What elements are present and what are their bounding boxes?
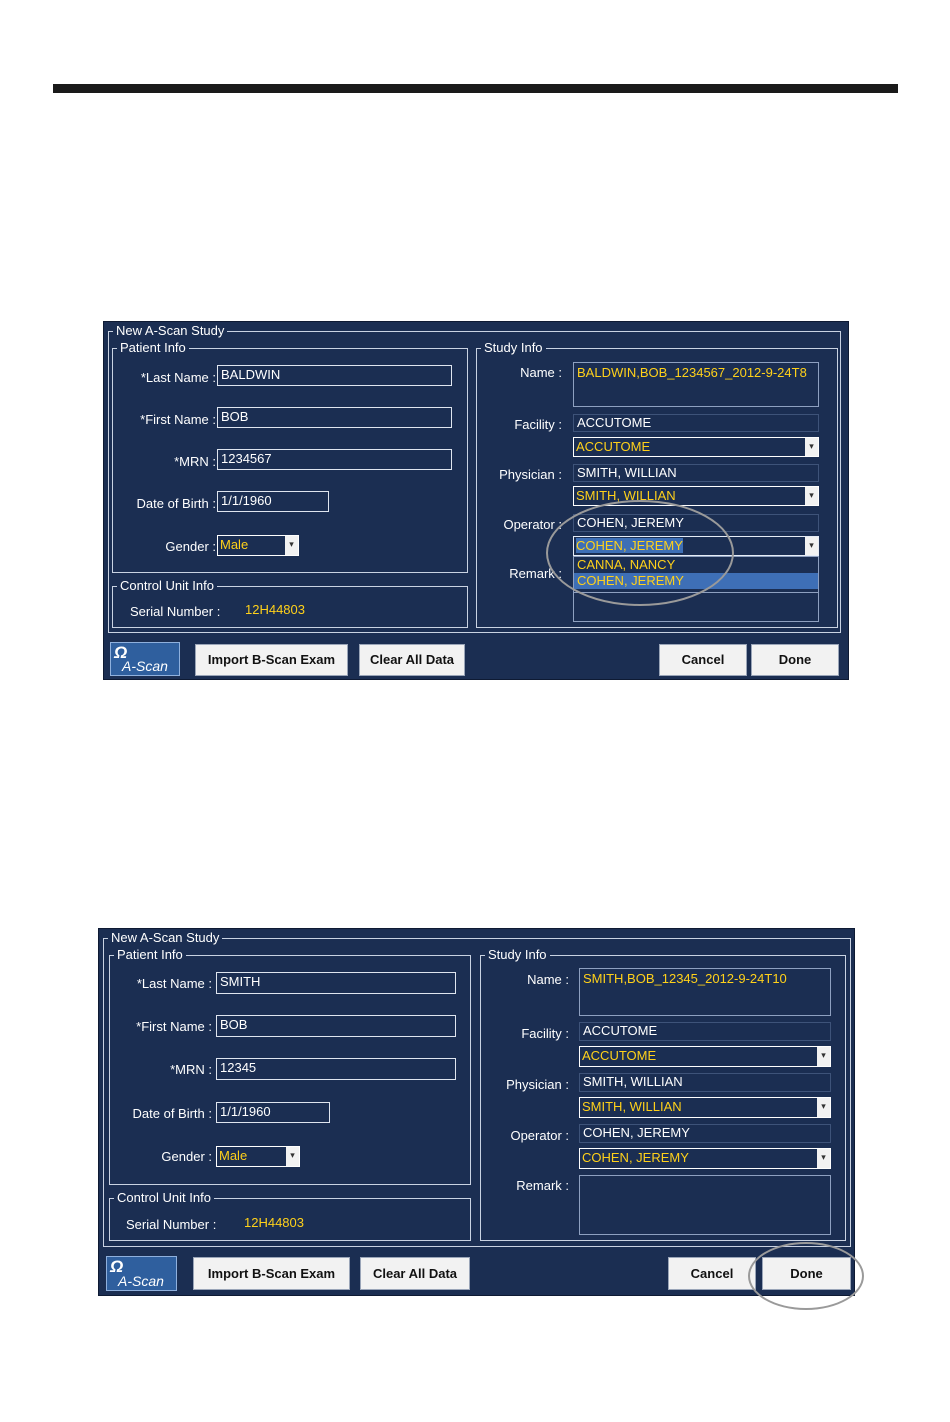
control-unit-title: Control Unit Info — [117, 578, 217, 594]
physician-label: Physician : — [499, 467, 562, 482]
operator-value: COHEN, JEREMY — [579, 1124, 831, 1143]
cancel-button[interactable]: Cancel — [668, 1257, 756, 1290]
first-name-label: *First Name : — [136, 1019, 212, 1034]
dob-label: Date of Birth : — [136, 496, 216, 511]
last-name-label: *Last Name : — [140, 370, 216, 385]
facility-select[interactable] — [579, 1046, 831, 1067]
study-info-title: Study Info — [485, 947, 550, 963]
window-title: New A-Scan Study — [108, 930, 222, 946]
facility-value: ACCUTOME — [579, 1022, 831, 1041]
done-button[interactable]: Done — [762, 1257, 851, 1290]
mrn-label: *MRN : — [170, 1062, 212, 1077]
annotation-circle-done — [748, 1242, 864, 1310]
a-scan-logo — [110, 642, 180, 676]
gender-select[interactable] — [216, 1146, 300, 1167]
serial-number-label: Serial Number : — [126, 1217, 217, 1232]
logo-icon: Ω — [110, 1257, 124, 1276]
mrn-field[interactable]: 12345 — [216, 1058, 456, 1080]
cancel-button[interactable]: Cancel — [659, 644, 747, 676]
last-name-label: *Last Name : — [136, 976, 212, 991]
mrn-label: *MRN : — [174, 454, 216, 469]
dob-field[interactable]: 1/1/1960 — [217, 491, 329, 512]
facility-label: Facility : — [521, 1026, 569, 1041]
operator-option-highlighted[interactable]: COHEN, JEREMY — [574, 573, 818, 589]
gender-value: Male — [220, 537, 249, 552]
screenshot-operator-dropdown — [103, 321, 849, 680]
remark-field[interactable] — [579, 1175, 831, 1235]
chevron-down-icon[interactable]: ▾ — [817, 1149, 830, 1168]
serial-number-value: 12H44803 — [245, 602, 305, 617]
control-unit-group — [109, 1190, 471, 1241]
physician-select-value: SMITH, WILLIAN — [582, 1099, 682, 1114]
chevron-down-icon[interactable]: ▾ — [817, 1098, 830, 1117]
chevron-down-icon[interactable]: ▾ — [286, 1147, 299, 1166]
chevron-down-icon[interactable]: ▾ — [817, 1047, 830, 1066]
chevron-down-icon[interactable]: ▾ — [805, 487, 818, 505]
remark-label: Remark : — [516, 1178, 569, 1193]
gender-label: Gender : — [165, 539, 216, 554]
physician-select-value: SMITH, WILLIAN — [576, 488, 676, 503]
gender-label: Gender : — [161, 1149, 212, 1164]
serial-number-value: 12H44803 — [244, 1215, 304, 1230]
physician-value: SMITH, WILLIAN — [579, 1073, 831, 1092]
physician-value: SMITH, WILLIAN — [573, 464, 819, 482]
gender-value: Male — [219, 1148, 248, 1163]
study-info-group — [480, 947, 846, 1241]
first-name-label: *First Name : — [140, 412, 216, 427]
last-name-field[interactable]: SMITH — [216, 972, 456, 994]
first-name-field[interactable]: BOB — [216, 1015, 456, 1037]
logo-text: A-Scan — [118, 1273, 164, 1289]
last-name-field[interactable]: BALDWIN — [217, 365, 452, 386]
chevron-down-icon[interactable]: ▾ — [805, 438, 818, 456]
logo-text: A-Scan — [122, 658, 168, 674]
a-scan-logo — [106, 1256, 177, 1291]
study-name-label: Name : — [520, 365, 562, 380]
patient-info-group — [112, 340, 468, 573]
physician-label: Physician : — [506, 1077, 569, 1092]
logo-icon: Ω — [114, 643, 128, 662]
facility-label: Facility : — [514, 417, 562, 432]
operator-select[interactable] — [579, 1148, 831, 1169]
control-unit-title: Control Unit Info — [114, 1190, 214, 1206]
first-name-field[interactable]: BOB — [217, 407, 452, 428]
operator-select-value: COHEN, JEREMY — [582, 1150, 689, 1165]
gender-select[interactable] — [217, 535, 299, 556]
facility-select-value: ACCUTOME — [582, 1048, 657, 1063]
import-bscan-button[interactable]: Import B-Scan Exam — [193, 1257, 350, 1290]
patient-info-title: Patient Info — [114, 947, 186, 963]
done-button[interactable]: Done — [751, 644, 839, 676]
patient-info-title: Patient Info — [117, 340, 189, 356]
operator-label: Operator : — [510, 1128, 569, 1143]
facility-value: ACCUTOME — [573, 414, 819, 432]
study-name-field: SMITH,BOB_12345_2012-9-24T10 — [579, 968, 831, 1016]
operator-select-value: COHEN, JEREMY — [576, 538, 683, 553]
study-name-field: BALDWIN,BOB_1234567_2012-9-24T8 — [573, 362, 819, 407]
window-title: New A-Scan Study — [113, 323, 227, 339]
facility-select[interactable] — [573, 437, 819, 457]
physician-select[interactable] — [579, 1097, 831, 1118]
remark-label: Remark : — [509, 566, 562, 581]
study-info-title: Study Info — [481, 340, 546, 356]
clear-all-data-button[interactable]: Clear All Data — [360, 1257, 470, 1290]
dob-field[interactable]: 1/1/1960 — [216, 1102, 330, 1123]
study-name-label: Name : — [527, 972, 569, 987]
clear-all-data-button[interactable]: Clear All Data — [359, 644, 465, 676]
import-bscan-button[interactable]: Import B-Scan Exam — [195, 644, 348, 676]
screenshot-done — [98, 928, 855, 1296]
control-unit-group — [112, 578, 468, 628]
annotation-circle-operator — [546, 500, 734, 606]
header-rule — [53, 84, 898, 93]
serial-number-label: Serial Number : — [130, 604, 221, 619]
operator-label: Operator : — [503, 517, 562, 532]
facility-select-value: ACCUTOME — [576, 439, 651, 454]
chevron-down-icon[interactable]: ▾ — [285, 536, 298, 555]
mrn-field[interactable]: 1234567 — [217, 449, 452, 470]
dob-label: Date of Birth : — [132, 1106, 212, 1121]
operator-option[interactable]: CANNA, NANCY — [577, 557, 676, 572]
patient-info-group — [109, 947, 471, 1185]
operator-value: COHEN, JEREMY — [573, 514, 819, 532]
chevron-down-icon[interactable]: ▾ — [805, 537, 818, 555]
